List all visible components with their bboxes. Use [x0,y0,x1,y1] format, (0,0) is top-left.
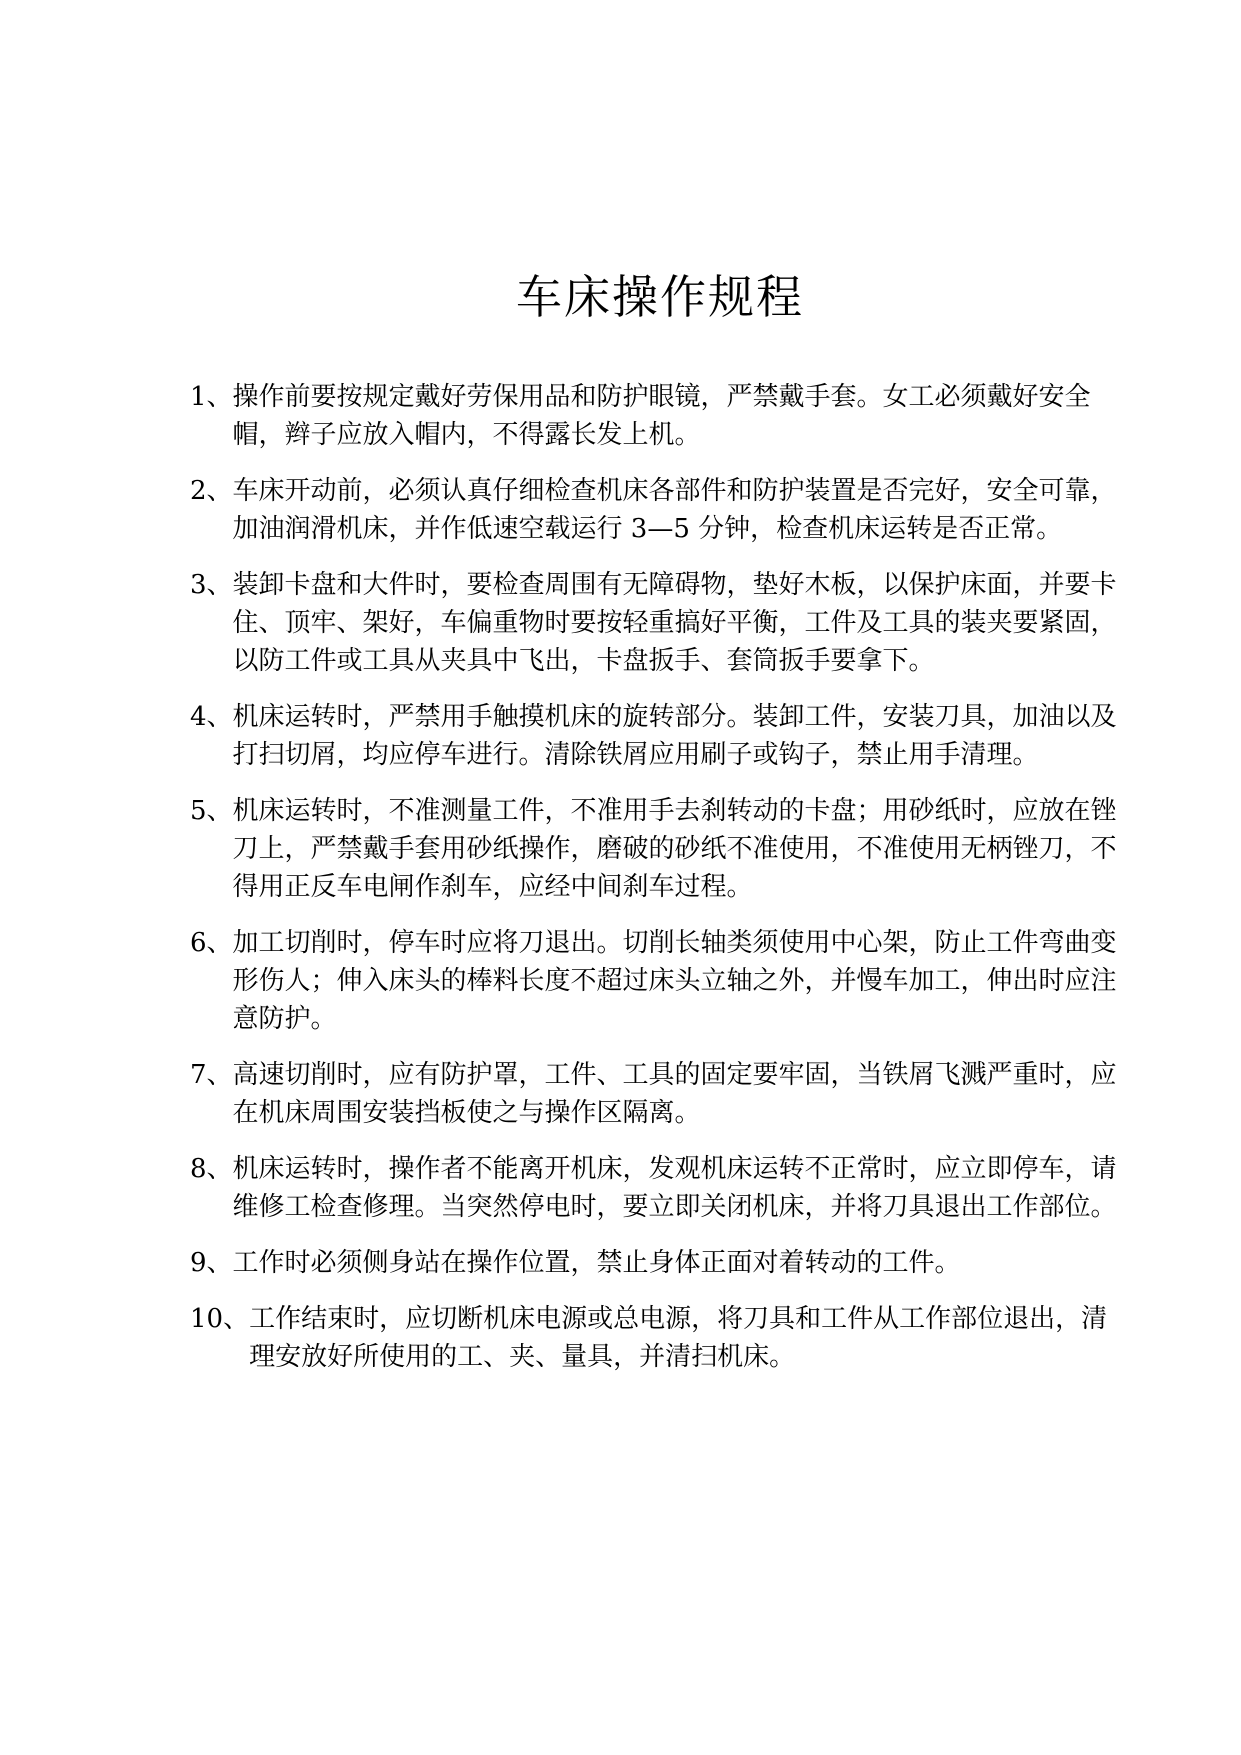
list-item [190,566,1120,680]
rule-text: 机床运转时，操作者不能离开机床，发观机床运转不正常时，应立即停车，请维修工检查修理。当突然停电时，要立即关闭机床，并将刀具退出工作部位。 [232,1154,1117,1222]
rule-text: 工作时必须侧身站在操作位置，禁止身体正面对着转动的工件。 [232,1248,961,1278]
rule-number: 9、 [190,1248,233,1278]
rule-text: 工作结束时，应切断机床电源或总电源，将刀具和工件从工作部位退出，清理安放好所使用的工、夹、量具，并清扫机床。 [249,1304,1108,1372]
rule-text: 机床运转时，不准测量工件，不准用手去刹转动的卡盘；用砂纸时，应放在锉刀上，严禁戴手套用砂纸操作，磨破的砂纸不准使用，不准使用无柄锉刀，不得用正反车电闸作刹车，应经中间刹车过程。 [232,796,1117,902]
page-title: 车床操作规程 [516,269,804,324]
rule-number: 3、 [190,570,233,600]
rules-list [190,378,1120,1394]
rule-text: 加工切削时，停车时应将刀退出。切削长轴类须使用中心架，防止工件弯曲变形伤人；伸入床头的棒料长度不超过床头立轴之外，并慢车加工，伸出时应注意防护。 [232,928,1117,1034]
rule-number: 10、 [190,1304,250,1334]
list-item [190,472,1120,548]
rule-text: 机床运转时，严禁用手触摸机床的旋转部分。装卸工件，安装刀具，加油以及打扫切屑，均应停车进行。清除铁屑应用刷子或钩子，禁止用手清理。 [232,702,1117,770]
list-item [190,698,1120,774]
rule-number: 5、 [190,796,233,826]
rule-text: 装卸卡盘和大件时，要检查周围有无障碍物，垫好木板，以保护床面，并要卡住、顶牢、架好，车偏重物时要按轻重搞好平衡，工件及工具的装夹要紧固，以防工件或工具从夹具中飞出，卡盘扳手、套筒扳手要拿下。 [232,570,1117,676]
list-item [190,924,1120,1038]
rule-number: 1、 [190,382,233,412]
list-item [190,378,1120,454]
list-item [190,792,1120,906]
rule-number: 8、 [190,1154,233,1184]
list-item [190,1300,1120,1376]
rule-number: 2、 [190,476,233,506]
rule-number: 4、 [190,702,233,732]
list-item [190,1056,1120,1132]
list-item [190,1244,1120,1282]
rule-text: 高速切削时，应有防护罩，工件、工具的固定要牢固，当铁屑飞溅严重时，应在机床周围安装挡板使之与操作区隔离。 [232,1060,1117,1128]
rule-number: 6、 [190,928,233,958]
rule-text: 操作前要按规定戴好劳保用品和防护眼镜，严禁戴手套。女工必须戴好安全帽，辫子应放入帽内，不得露长发上机。 [232,382,1091,450]
rule-text: 车床开动前，必须认真仔细检查机床各部件和防护装置是否完好，安全可靠，加油润滑机床，并作低速空载运行 3—5 分钟，检查机床运转是否正常。 [232,476,1117,544]
list-item [190,1150,1120,1226]
rule-number: 7、 [190,1060,233,1090]
